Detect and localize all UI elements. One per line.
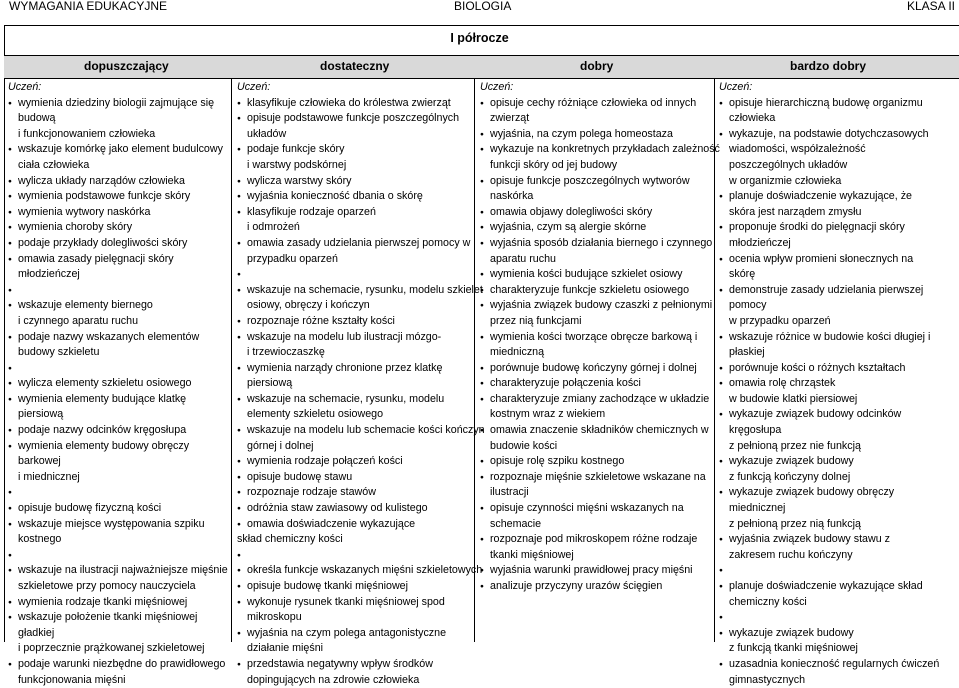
requirement-item: ● wymienia rodzaje tkanki mięśniowej xyxy=(8,595,228,611)
requirement-item: ● określa funkcje wskazanych mięśni szkieletowych xyxy=(237,563,485,579)
requirement-item: ● klasyfikuje rodzaje oparzeń xyxy=(237,205,485,221)
requirement-item-continued: płaskiej xyxy=(729,346,765,359)
requirement-item: ● podaje nazwy odcinków kręgosłupa xyxy=(8,423,228,439)
requirement-item: ● opisuje podstawowe funkcje poszczególnych xyxy=(237,111,485,127)
requirement-item-continued: kręgosłupa xyxy=(729,424,782,437)
requirement-item: ● podaje przykłady dolegliwości skóry xyxy=(8,236,228,252)
requirement-item: ● wyjaśnia związek budowy czaszki z pełnionymi xyxy=(480,298,720,314)
requirement-item-continued: z funkcją kończyny dolnej xyxy=(729,470,851,483)
requirement-item-continued: z pełnioną przez nią funkcją xyxy=(729,517,861,530)
requirement-item: ● wykazuje związek budowy xyxy=(719,454,939,470)
requirement-item: ● wskazuje na modelu lub ilustracji mózgo- xyxy=(237,330,485,346)
requirement-item-continued: skóra jest narządem zmysłu xyxy=(729,205,862,218)
requirement-item: ● opisuje rolę szpiku kostnego xyxy=(480,454,720,470)
level-header: dopuszczający xyxy=(84,59,169,73)
requirement-item-continued: gładkiej xyxy=(18,626,55,639)
requirement-item: ● porównuje budowę kończyny górnej i dolnej xyxy=(480,361,720,377)
requirement-item: ● rozpoznaje rodzaje stawów xyxy=(237,485,485,501)
requirement-item-continued: i czynnego aparatu ruchu xyxy=(18,314,139,327)
requirement-item-continued: barkowej xyxy=(18,455,61,468)
requirement-item-continued: skórę xyxy=(729,268,756,281)
requirement-item: ● wymienia kości tworzące obręcze barkową i xyxy=(480,330,720,346)
requirement-item-continued: miednicznej xyxy=(729,502,786,515)
requirement-item: ● wylicza elementy szkieletu osiowego xyxy=(8,376,228,392)
requirement-item: ● wykazuje, na podstawie dotychczasowych xyxy=(719,127,939,143)
requirement-item: ● omawia zasady pielęgnacji skóry xyxy=(8,252,228,268)
requirement-item: ● wymienia wytwory naskórka xyxy=(8,205,228,221)
requirement-item: ● planuje doświadczenie wykazujące, że xyxy=(719,189,939,205)
requirement-item: ● omawia zasady udzielania pierwszej pomocy w xyxy=(237,236,485,252)
requirement-item: ● przedstawia negatywny wpływ środków xyxy=(237,657,485,673)
requirement-item: ● wskazuje na schemacie, rysunku, modelu szkielet xyxy=(237,283,485,299)
requirement-item: ● wskazuje na ilustracji najważniejsze mięśnie xyxy=(8,563,228,579)
requirement-item: ● analizuje przyczyny urazów ścięgien xyxy=(480,579,720,595)
requirement-item-continued: kostnym wraz z wiekiem xyxy=(490,408,606,421)
column-dopuszczajacy xyxy=(8,80,228,688)
requirement-item: ● wyjaśnia, na czym polega homeostaza xyxy=(480,127,720,143)
requirement-item: ● wyjaśnia konieczność dbania o skórę xyxy=(237,189,485,205)
uczen-label: Uczeń: xyxy=(719,81,753,93)
requirement-item: ● klasyfikuje człowieka do królestwa zwierząt xyxy=(237,96,485,112)
requirement-item: ● uzasadnia konieczność regularnych ćwiczeń xyxy=(719,657,939,673)
requirement-item-continued: młodzieńczej xyxy=(18,268,80,281)
requirements-list xyxy=(480,96,720,595)
requirement-item-continued: młodzieńczej xyxy=(729,236,791,249)
requirement-item: ● podaje nazwy wskazanych elementów xyxy=(8,330,228,346)
requirement-item-continued: działanie mięśni xyxy=(247,642,324,655)
requirement-item: ● porównuje kości o różnych kształtach xyxy=(719,361,939,377)
uczen-label: Uczeń: xyxy=(8,81,42,93)
requirement-item-continued: zakresem ruchu kończyny xyxy=(729,548,853,561)
requirement-item: ● demonstruje zasady udzielania pierwszej xyxy=(719,283,939,299)
requirement-item: ● wskazuje różnice w budowie kości długiej i xyxy=(719,330,939,346)
requirement-item: ● wymienia elementy budowy obręczy xyxy=(8,439,228,455)
column-dostateczny xyxy=(237,80,485,688)
requirement-item: ● wykazuje związek budowy xyxy=(719,626,939,642)
requirement-item: ● wymienia podstawowe funkcje skóry xyxy=(8,189,228,205)
list-spacer xyxy=(237,267,485,283)
requirement-item-continued: funkcjonowania mięśni xyxy=(18,673,126,686)
requirement-item: ● wyjaśnia warunki prawidłowej pracy mięśni xyxy=(480,563,720,579)
requirement-item-continued: pomocy xyxy=(729,299,767,312)
column-bardzo-dobry xyxy=(719,80,939,688)
list-spacer xyxy=(8,548,228,564)
requirement-item-continued: i funkcjonowaniem człowieka xyxy=(18,127,156,140)
requirement-item-continued: schemacie xyxy=(490,517,542,530)
requirement-item: ● charakteryzuje zmiany zachodzące w układzie xyxy=(480,392,720,408)
requirement-item: ● opisuje hierarchiczną budowę organizmu xyxy=(719,96,939,112)
requirement-item: ● wykonuje rysunek tkanki mięśniowej spod xyxy=(237,595,485,611)
list-spacer xyxy=(719,610,939,626)
requirement-item: ● wyjaśnia na czym polega antagonistyczne xyxy=(237,626,485,642)
requirement-item-continued: osiowy, obręczy i kończyn xyxy=(247,299,370,312)
requirement-item: ● odróżnia staw zawiasowy od kulistego xyxy=(237,501,485,517)
requirement-item-continued: dopingujących na zdrowie człowieka xyxy=(247,673,420,686)
header-left: WYMAGANIA EDUKACYJNE xyxy=(9,0,168,13)
column-divider xyxy=(231,79,232,642)
requirement-item: ● wylicza warstwy skóry xyxy=(237,174,485,190)
requirement-item-continued: tkanki mięśniowej xyxy=(490,548,574,561)
list-spacer xyxy=(237,548,485,564)
requirement-item: ● opisuje budowę tkanki mięśniowej xyxy=(237,579,485,595)
requirement-item-continued: budowie kości xyxy=(490,439,558,452)
requirement-item: ● wykazuje związek budowy odcinków xyxy=(719,407,939,423)
requirement-item-continued: piersiową xyxy=(18,408,64,421)
header-right: KLASA II xyxy=(906,0,955,13)
requirement-item-continued: układów xyxy=(247,127,287,140)
requirement-item: ● omawia znaczenie składników chemicznych w xyxy=(480,423,720,439)
requirements-list xyxy=(237,96,485,688)
column-dobry xyxy=(480,80,720,595)
requirement-item: ● wymienia rodzaje połączeń kości xyxy=(237,454,485,470)
requirement-item-continued: naskórka xyxy=(490,190,534,203)
requirement-item: ● wykazuje związek budowy obręczy xyxy=(719,485,939,501)
requirement-item-continued: funkcji skóry od jej budowy xyxy=(490,158,618,171)
requirement-item: ● rozpoznaje pod mikroskopem różne rodzaje xyxy=(480,532,720,548)
requirement-item-continued: i odmrożeń xyxy=(247,221,300,234)
requirement-item-continued: z funkcją tkanki mięśniowej xyxy=(729,642,858,655)
requirement-item-continued: przypadku oparzeń xyxy=(247,252,338,265)
requirement-item-continued: w organizmie człowieka xyxy=(729,174,842,187)
requirement-item-continued: i miednicznej xyxy=(18,470,80,483)
list-spacer xyxy=(8,283,228,299)
requirement-item: ● wymienia elementy budujące klatkę xyxy=(8,392,228,408)
level-header: dostateczny xyxy=(320,59,390,73)
requirement-item-continued: i poprzecznie prążkowanej szkieletowej xyxy=(18,642,205,655)
requirement-item: ● opisuje czynności mięśni wskazanych na xyxy=(480,501,720,517)
requirement-item: ● opisuje cechy różniące człowieka od innych xyxy=(480,96,720,112)
requirement-item: ● wyjaśnia sposób działania biernego i czynnego xyxy=(480,236,720,252)
list-spacer xyxy=(719,563,939,579)
requirement-item-continued: wiadomości, współzależność xyxy=(729,143,866,156)
requirement-item-continued: gimnastycznych xyxy=(729,673,806,686)
requirement-item-continued: miedniczną xyxy=(490,346,545,359)
requirement-item: ● planuje doświadczenie wykazujące skład xyxy=(719,579,939,595)
header-center: BIOLOGIA xyxy=(454,0,512,13)
requirement-item: ● wymienia narządy chronione przez klatkę xyxy=(237,361,485,377)
list-spacer xyxy=(8,361,228,377)
requirement-item: ● charakteryzuje połączenia kości xyxy=(480,376,720,392)
requirement-item: ● opisuje budowę fizyczną kości xyxy=(8,501,228,517)
requirement-item-continued: w budowie klatki piersiowej xyxy=(729,392,858,405)
level-header: dobry xyxy=(580,59,614,73)
requirement-item-continued: ilustracji xyxy=(490,486,529,499)
requirement-item-continued: człowieka xyxy=(729,112,776,125)
requirement-item-continued: chemiczny kości xyxy=(729,595,807,608)
requirement-item-continued: budowy szkieletu xyxy=(18,346,100,359)
requirement-item-continued: zwierząt xyxy=(490,112,530,125)
requirement-item-continued: piersiową xyxy=(247,377,293,390)
requirement-item: ● wykazuje na konkretnych przykładach zależność xyxy=(480,142,720,158)
requirement-item: ● wskazuje na modelu lub schemacie kości kończyn xyxy=(237,423,485,439)
requirement-item: ● charakteryzuje funkcje szkieletu osiowego xyxy=(480,283,720,299)
level-header: bardzo dobry xyxy=(790,59,867,73)
requirement-item: ● wskazuje elementy biernego xyxy=(8,298,228,314)
uczen-label: Uczeń: xyxy=(237,81,271,93)
requirement-item: ● podaje funkcje skóry xyxy=(237,142,485,158)
requirements-list xyxy=(719,96,939,688)
requirement-item: ● omawia rolę chrząstek xyxy=(719,376,939,392)
requirement-item-continued: i trzewioczaszkę xyxy=(247,346,325,359)
requirement-item-continued: aparatu ruchu xyxy=(490,252,556,265)
requirement-item: ● ocenia wpływ promieni słonecznych na xyxy=(719,252,939,268)
requirement-item: ● wskazuje na schemacie, rysunku, modelu xyxy=(237,392,485,408)
requirement-item-continued: w przypadku oparzeń xyxy=(729,314,831,327)
requirement-item-continued: poszczególnych układów xyxy=(729,158,848,171)
requirement-item-continued: ciała człowieka xyxy=(18,158,90,171)
requirement-item-continued: elementy szkieletu osiowego xyxy=(247,408,384,421)
requirement-item: ● wskazuje miejsce występowania szpiku xyxy=(8,517,228,533)
requirement-item: ● wymienia dziedziny biologii zajmujące się xyxy=(8,96,228,112)
requirement-item-continued: kostnego xyxy=(18,533,62,546)
requirement-item: ● wylicza układy narządów człowieka xyxy=(8,174,228,190)
requirement-item-continued: górnej i dolnej xyxy=(247,439,314,452)
requirement-item-continued: przez nią funkcjami xyxy=(490,314,582,327)
requirement-item-continued: szkieletowe przy pomocy nauczyciela xyxy=(18,580,196,592)
requirement-item: ● opisuje funkcje poszczególnych wytworów xyxy=(480,174,720,190)
requirement-item: ● wymienia choroby skóry xyxy=(8,220,228,236)
requirement-item: ● rozpoznaje mięśnie szkieletowe wskazane na xyxy=(480,470,720,486)
requirement-item: ● proponuje środki do pielęgnacji skóry xyxy=(719,220,939,236)
requirement-item: ● omawia objawy dolegliwości skóry xyxy=(480,205,720,221)
requirements-list xyxy=(8,96,228,688)
requirement-item-continued: skład chemiczny kości xyxy=(237,533,343,546)
requirement-item: ● opisuje budowę stawu xyxy=(237,470,485,486)
requirement-item: ● wskazuje komórkę jako element budulcowy xyxy=(8,142,228,158)
requirement-item-continued: i warstwy podskórnej xyxy=(247,158,347,171)
requirement-item: ● podaje warunki niezbędne do prawidłowego xyxy=(8,657,228,673)
requirement-item-continued: z pełnioną przez nie funkcją xyxy=(729,439,861,452)
requirement-item: ● rozpoznaje różne kształty kości xyxy=(237,314,485,330)
requirement-item: ● wyjaśnia związek budowy stawu z xyxy=(719,532,939,548)
list-spacer xyxy=(8,485,228,501)
requirement-item: ● wymienia kości budujące szkielet osiowy xyxy=(480,267,720,283)
requirement-item: ● wyjaśnia, czym są alergie skórne xyxy=(480,220,720,236)
requirement-item: ● omawia doświadczenie wykazujące xyxy=(237,517,485,533)
requirement-item-continued: budową xyxy=(18,112,56,125)
uczen-label: Uczeń: xyxy=(480,81,514,93)
requirement-item: ● wskazuje położenie tkanki mięśniowej xyxy=(8,610,228,626)
semester-title: I półrocze xyxy=(450,31,509,45)
requirement-item-continued: mikroskopu xyxy=(247,611,302,624)
page-header xyxy=(0,0,959,14)
